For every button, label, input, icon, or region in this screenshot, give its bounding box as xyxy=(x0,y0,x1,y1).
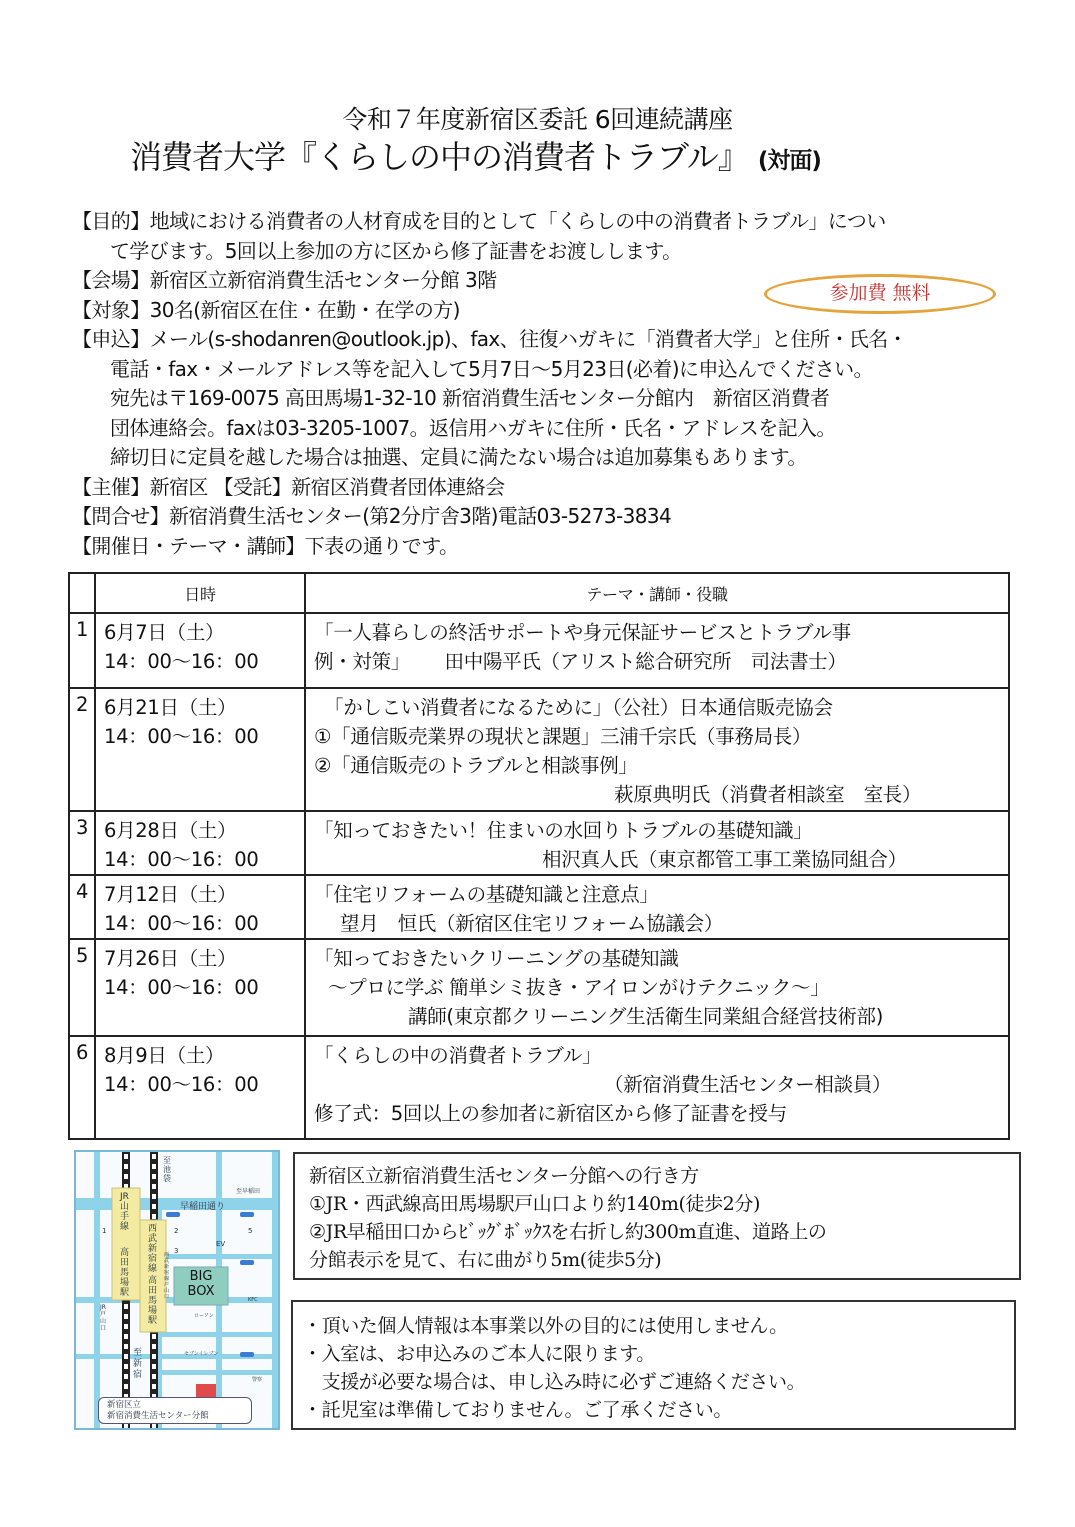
target-line: 【対象】30名(新宿区在住・在勤・在学の方) xyxy=(72,297,460,322)
row-datetime xyxy=(95,875,305,939)
seven-eleven-label: セブンイレブン xyxy=(184,1351,219,1357)
row-num: 2 xyxy=(69,688,95,811)
row-time: 14：00～16：00 xyxy=(104,848,259,871)
deadline-line: 締切日に定員を越した場合は抽選、定員に満たない場合は追加募集もあります。 xyxy=(110,445,807,469)
theme-line: 望月 恒氏（新宿区住宅リフォーム協議会） xyxy=(340,912,724,935)
exit-3-label: 3 xyxy=(174,1247,179,1255)
main-title-text: 消費者大学『くらしの中の消費者トラブル』 xyxy=(130,138,749,176)
row-date: 6月7日（土） xyxy=(104,621,225,644)
exit-5-label: 5 xyxy=(248,1227,253,1235)
row-num: 4 xyxy=(69,875,95,939)
series-title: 令和７年度新宿区委託 6回連続講座 xyxy=(342,105,733,134)
schedule-intro-line: 【開催日・テーマ・講師】下表の通りです。 xyxy=(72,533,459,558)
application-line-cont: 電話・fax・メールアドレス等を記入して5月7日～5月23日(必着)に申込んでください。 xyxy=(110,356,873,381)
row-datetime xyxy=(95,613,305,688)
row-theme xyxy=(305,939,1009,1036)
callout-line: 新宿区立 xyxy=(107,1400,142,1410)
table-row xyxy=(69,1036,1009,1139)
row-date: 8月9日（土） xyxy=(104,1044,225,1067)
row-theme xyxy=(305,613,1009,688)
row-num: 1 xyxy=(69,613,95,688)
theme-line: 「くらしの中の消費者トラブル」 xyxy=(314,1044,602,1067)
row-datetime xyxy=(95,688,305,811)
row-datetime xyxy=(95,811,305,875)
kfc-label: KFC xyxy=(248,1297,258,1303)
note-line: 支援が必要な場合は、申し込み時に必ずご連絡ください。 xyxy=(303,1371,806,1393)
table-row xyxy=(69,613,1009,688)
row-date: 6月28日（土） xyxy=(104,819,237,842)
exit-ev-label: EV xyxy=(216,1240,226,1248)
seibu-line-label: 西武新宿線 xyxy=(148,1224,158,1274)
table-header-row xyxy=(69,573,1009,613)
police-label: 警察 xyxy=(252,1377,263,1383)
free-fee-badge: 参加費 無料 xyxy=(764,274,996,314)
table-row xyxy=(69,688,1009,811)
access-title: 新宿区立新宿消費生活センター分館への行き方 xyxy=(309,1165,699,1187)
row-num: 5 xyxy=(69,939,95,1036)
row-time: 14：00～16：00 xyxy=(104,650,259,673)
access-map xyxy=(74,1150,280,1430)
format-label: (対面) xyxy=(757,148,821,174)
row-time: 14：00～16：00 xyxy=(104,976,259,999)
row-date: 7月26日（土） xyxy=(104,947,237,970)
contact-line: 【問合せ】新宿消費生活センター(第2分庁舎3階)電話03-5273-3834 xyxy=(72,504,672,528)
row-time: 14：00～16：00 xyxy=(104,1073,259,1096)
row-theme xyxy=(305,1036,1009,1139)
map-callout xyxy=(98,1397,252,1424)
table-row xyxy=(69,811,1009,875)
theme-line: 「かしこい消費者になるために」（公社）日本通信販売協会 xyxy=(324,696,833,719)
map-labels xyxy=(76,1152,278,1428)
theme-line: 「住宅リフォームの基礎知識と注意点」 xyxy=(314,883,659,906)
theme-line: ～プロに学ぶ 簡単シミ抜き・アイロンがけテクニック～」 xyxy=(328,976,830,999)
exit-2-label: 2 xyxy=(174,1227,179,1235)
theme-line: 講師(東京都クリーニング生活衛生同業組合経営技術部) xyxy=(408,1005,884,1028)
row-date: 6月21日（土） xyxy=(104,696,237,719)
venue-line: 【会場】新宿区立新宿消費生活センター分館 3階 xyxy=(72,268,497,292)
callout-line: 新宿消費生活センター分館 xyxy=(107,1411,209,1421)
address-line-cont: 団体連絡会。faxは03-3205-1007。返信用ハガキに住所・氏名・アドレスを記入。 xyxy=(110,415,836,440)
big-box-text: BOX xyxy=(187,1284,215,1299)
main-title xyxy=(130,132,821,178)
row-datetime xyxy=(95,939,305,1036)
theme-line: 「一人暮らしの終活サポートや身元保証サービスとトラブル事 xyxy=(314,621,851,644)
info-section xyxy=(72,207,1022,561)
big-box-text: BIG xyxy=(189,1269,213,1284)
theme-line: 相沢真人氏（東京都管工事工業協同組合） xyxy=(542,848,907,871)
purpose-line: 【目的】地域における消費者の人材育成を目的として「くらしの中の消費者トラブル」につい xyxy=(72,209,886,233)
schedule-table xyxy=(68,572,1010,1140)
notes-box xyxy=(291,1300,1016,1430)
purpose-line-cont: て学びます。5回以上参加の方に区から修了証書をお渡しします。 xyxy=(110,238,682,263)
row-date: 7月12日（土） xyxy=(104,883,237,906)
to-waseda-label: 至早稲田 xyxy=(236,1188,261,1195)
row-num: 6 xyxy=(69,1036,95,1139)
row-theme xyxy=(305,688,1009,811)
address-line: 宛先は〒169-0075 高田馬場1-32-10 新宿消費生活センター分館内 新宿区消費者 xyxy=(110,386,830,410)
table-row xyxy=(69,875,1009,939)
lawson-label: ローソン xyxy=(194,1313,214,1319)
row-time: 14：00～16：00 xyxy=(104,912,259,935)
theme-line: （新宿消費生活センター相談員） xyxy=(604,1073,892,1096)
row-theme xyxy=(305,875,1009,939)
theme-line: 「知っておきたい！住まいの水回りトラブルの基礎知識」 xyxy=(314,819,813,842)
to-ikebukuro-label: 至池袋 xyxy=(163,1156,171,1183)
note-line: ・託児室は準備しておりません。ご了承ください。 xyxy=(303,1399,732,1421)
jr-station-label: 高田馬場駅 xyxy=(120,1248,130,1298)
big-box-label xyxy=(174,1269,228,1299)
theme-line: 「知っておきたいクリーニングの基礎知識 xyxy=(314,947,679,970)
access-route-2: ②JR早稲田口からﾋﾞｯｸﾞﾎﾞｯｸｽを右折し約300m直進、道路上の xyxy=(309,1221,827,1243)
header-datetime: 日時 xyxy=(95,573,305,613)
seibu-station-label: 高田馬場駅 xyxy=(148,1276,158,1326)
theme-line: 萩原典明氏（消費者相談室 室長） xyxy=(614,783,922,806)
row-time: 14：00～16：00 xyxy=(104,725,259,748)
note-line: ・頂いた個人情報は本事業以外の目的には使用しません。 xyxy=(303,1315,788,1337)
row-datetime xyxy=(95,1036,305,1139)
to-shinjuku-label: 至新宿 xyxy=(133,1348,143,1380)
exit-1-label: 1 xyxy=(102,1227,107,1235)
jr-line-label: JR山手線 xyxy=(120,1192,130,1232)
theme-line: ②「通信販売のトラブルと相談事例」 xyxy=(314,754,638,777)
jr-exit-label: JR戸山口 xyxy=(100,1304,107,1332)
access-directions xyxy=(293,1152,1021,1280)
table-row xyxy=(69,939,1009,1036)
seibu-exit-label: 西武新宿線 戸山口 xyxy=(164,1252,170,1300)
row-num: 3 xyxy=(69,811,95,875)
theme-line: 例・対策」 田中陽平氏（アリスト総合研究所 司法書士） xyxy=(314,650,847,673)
application-line: 【申込】メール(s-shodanren@outlook.jp)、fax、往復ハガキに「消費者大学」と住所・氏名・ xyxy=(72,327,908,351)
note-line: ・入室は、お申込みのご本人に限ります。 xyxy=(303,1343,655,1365)
theme-line: 修了式：5回以上の参加者に新宿区から修了証書を授与 xyxy=(314,1102,787,1125)
road-label: 早稲田通り xyxy=(180,1202,226,1212)
access-route-1: ①JR・西武線高田馬場駅戸山口より約140m(徒歩2分) xyxy=(309,1193,760,1215)
header-num xyxy=(69,573,95,613)
theme-line: ①「通信販売業界の現状と課題」三浦千宗氏（事務局長） xyxy=(314,725,812,748)
access-route-2-cont: 分館表示を見て、右に曲がり5m(徒歩5分) xyxy=(309,1249,662,1271)
organizer-line: 【主催】新宿区 【受託】新宿区消費者団体連絡会 xyxy=(72,474,505,499)
header-theme: テーマ・講師・役職 xyxy=(305,573,1009,613)
row-theme xyxy=(305,811,1009,875)
